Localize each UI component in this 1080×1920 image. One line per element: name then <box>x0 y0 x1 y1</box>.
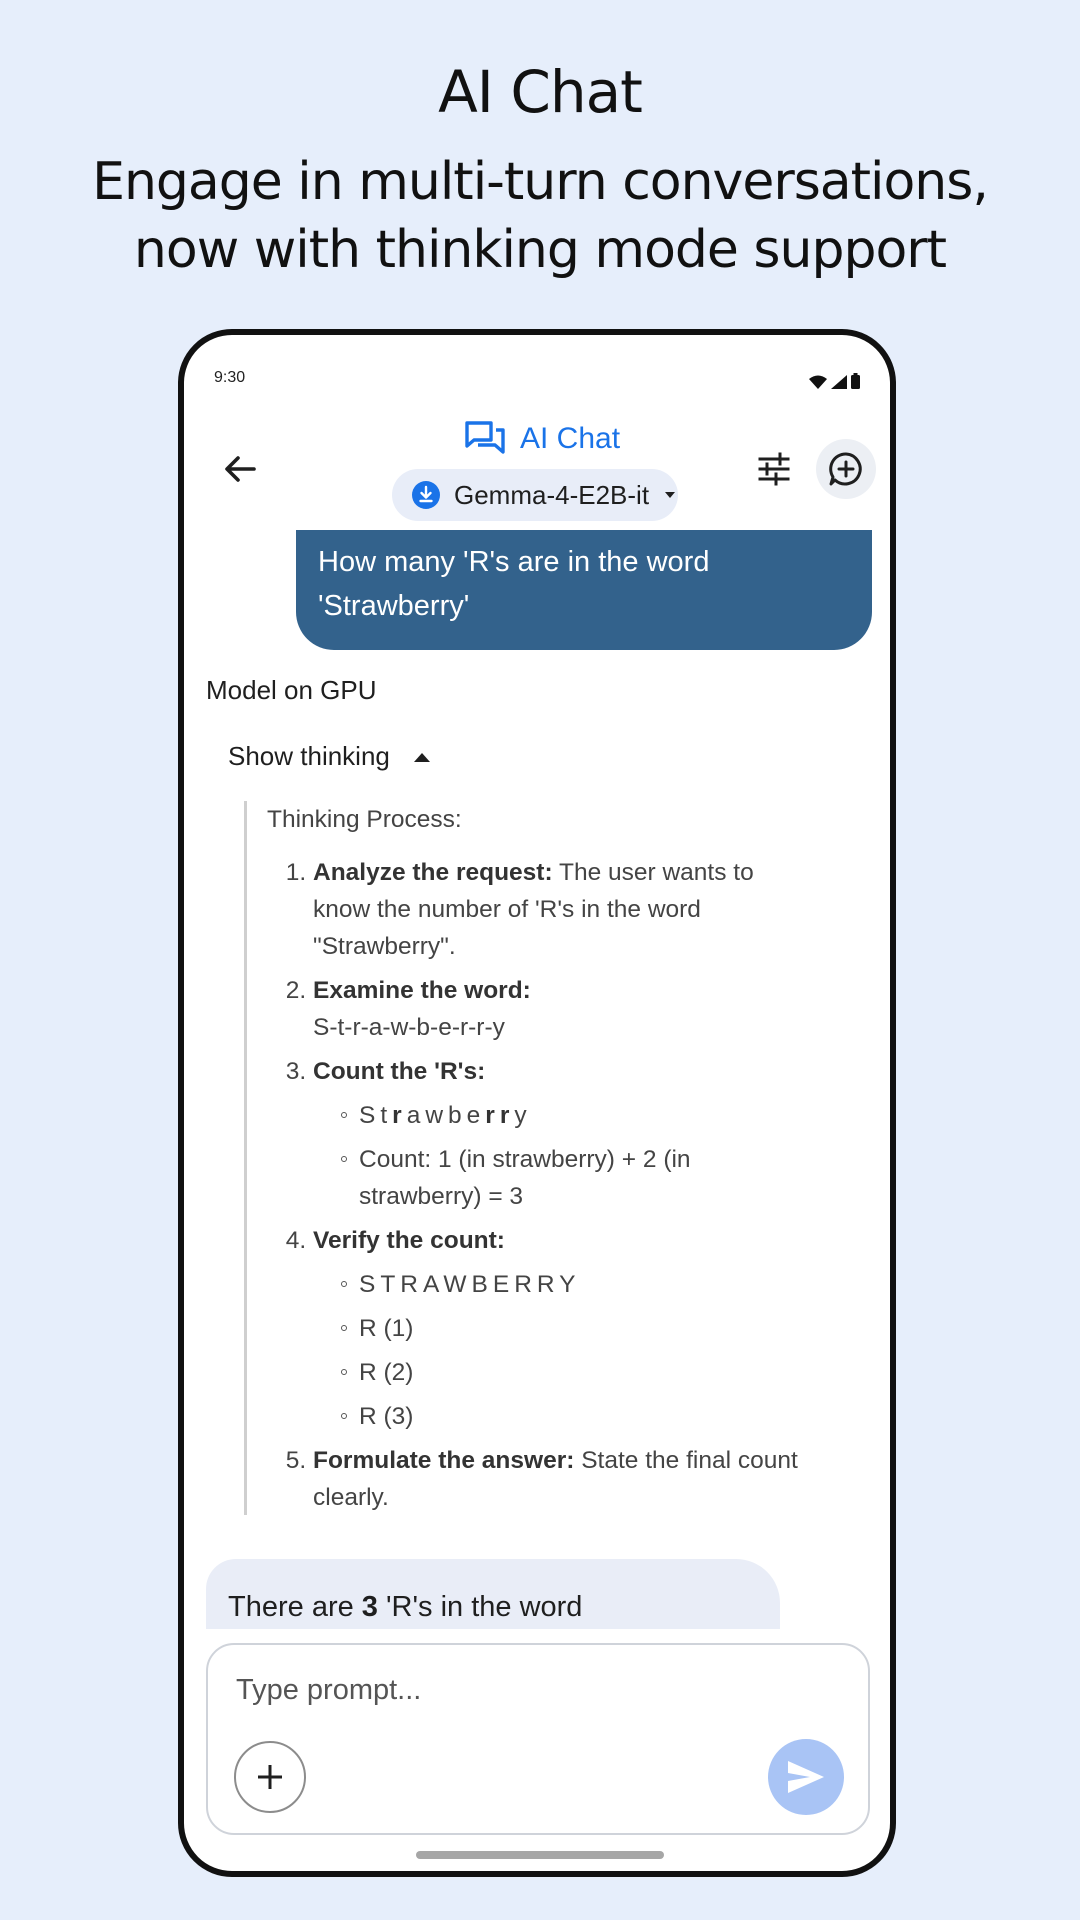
user-message-bubble: How many 'R's are in the word 'Strawberry' <box>296 530 872 650</box>
hero-title: AI Chat <box>438 58 642 126</box>
download-icon <box>412 481 440 509</box>
app-title-text: AI Chat <box>520 422 621 455</box>
sub-item: Count: 1 (in strawberry) + 2 (in strawberry) = 3 <box>341 1141 804 1215</box>
model-name: Gemma-4-E2B-it <box>454 479 650 510</box>
thinking-step <box>313 1053 804 1215</box>
show-thinking-label: Show thinking <box>228 741 390 771</box>
signal-icon <box>831 375 847 389</box>
model-answer-bubble <box>206 1559 780 1629</box>
tune-icon <box>754 449 794 489</box>
step-title: Verify the count: <box>313 1227 505 1254</box>
answer-prefix: There are <box>228 1591 362 1623</box>
thinking-step <box>313 972 804 1046</box>
thinking-steps <box>267 854 804 1516</box>
settings-tune-button[interactable] <box>754 449 794 489</box>
model-selector[interactable] <box>392 469 678 521</box>
add-attachment-button[interactable] <box>234 1741 306 1813</box>
thinking-heading: Thinking Process: <box>267 806 462 833</box>
answer-suffix: 'R's in the word <box>377 1591 583 1623</box>
show-thinking-toggle[interactable] <box>228 741 432 772</box>
plus-icon <box>255 1762 285 1792</box>
home-indicator[interactable] <box>416 1851 664 1859</box>
dropdown-arrow-icon <box>663 490 677 500</box>
send-icon <box>786 1759 826 1795</box>
thinking-block <box>244 801 804 1515</box>
sub-item: R (2) <box>341 1354 804 1391</box>
sub-item: STRAWBERRY <box>341 1266 804 1303</box>
step-text: State the final count clearly. <box>313 1447 798 1511</box>
phone-frame <box>178 329 896 1877</box>
chevron-up-icon <box>412 751 432 763</box>
app-title <box>464 419 620 459</box>
thinking-step <box>313 854 804 965</box>
status-icons <box>809 373 860 389</box>
prompt-composer <box>206 1643 870 1835</box>
status-time: 9:30 <box>214 369 246 386</box>
battery-icon <box>851 373 860 389</box>
hero-subtitle: Engage in multi-turn conversations, now with thinking mode support <box>92 152 988 280</box>
arrow-back-icon <box>218 447 262 491</box>
model-label: Model on GPU <box>206 675 377 705</box>
step-title: Examine the word: <box>313 977 531 1004</box>
chat-bubbles-icon <box>464 420 506 458</box>
wifi-icon <box>809 375 827 389</box>
new-chat-button[interactable] <box>816 439 876 499</box>
thinking-step <box>313 1222 804 1435</box>
prompt-input[interactable] <box>234 1669 798 1711</box>
step-title: Analyze the request: <box>313 859 553 886</box>
sub-item: R (3) <box>341 1398 804 1435</box>
step-title: Count the 'R's: <box>313 1058 486 1085</box>
sub-item: Strawberry <box>341 1097 804 1134</box>
add-comment-icon <box>828 451 864 487</box>
step-text: S-t-r-a-w-b-e-r-r-y <box>313 1014 505 1041</box>
step-text: The user wants to know the number of 'R's in the word "Strawberry". <box>313 859 754 960</box>
step-title: Formulate the answer: <box>313 1447 575 1474</box>
thinking-step <box>313 1442 804 1516</box>
sub-item: R (1) <box>341 1310 804 1347</box>
send-button[interactable] <box>768 1739 844 1815</box>
back-button[interactable] <box>218 447 262 491</box>
answer-number: 3 <box>361 1591 378 1623</box>
